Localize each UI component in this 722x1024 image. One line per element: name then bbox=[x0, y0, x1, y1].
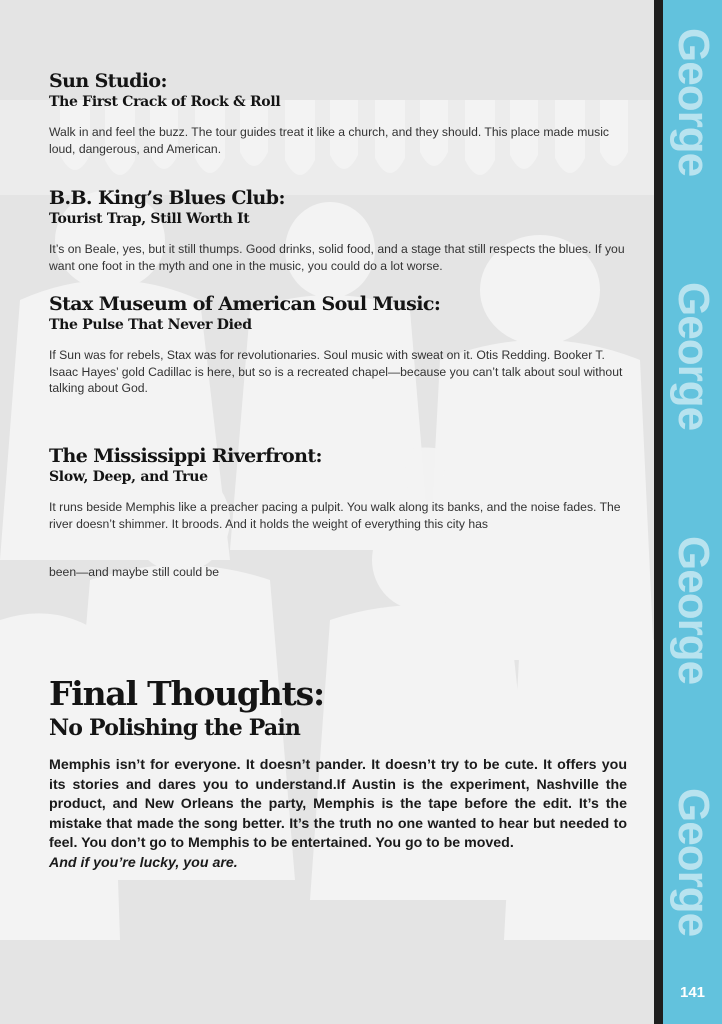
section-bb-kings bbox=[49, 187, 627, 274]
final-closing: And if you’re lucky, you are. bbox=[49, 854, 238, 871]
section-title: The Mississippi Riverfront: bbox=[49, 445, 322, 467]
section-title: Sun Studio: bbox=[49, 70, 167, 92]
section-subtitle: The Pulse That Never Died bbox=[49, 317, 252, 333]
sidebar-author-name: George bbox=[669, 788, 718, 937]
final-title: Final Thoughts: bbox=[49, 674, 324, 713]
section-body: It’s on Beale, yes, but it still thumps. Good drinks, solid food, and a stage that still respects the blues. If you want one foot in the myth and one in the music, you could do a lot worse. bbox=[49, 242, 625, 273]
section-body: Walk in and feel the buzz. The tour guides treat it like a church, and they should. This place made music loud, dangerous, and American. bbox=[49, 125, 610, 156]
final-body: Memphis isn’t for everyone. It doesn’t pander. It doesn’t try to be cute. It offers you its stories and dares you to understand.If Austin is the experiment, Nashville the product, and New Orleans the party, Memphis is the tape before the edit. It’s the mistake that made the song better. It’s the truth no one wanted to hear but needed to feel. You don’t go to Memphis to be entertained. You go to be moved. bbox=[49, 757, 627, 851]
page-number: 141 bbox=[679, 984, 706, 1001]
final-subtitle: No Polishing the Pain bbox=[49, 715, 301, 741]
section-mississippi-riverfront bbox=[49, 445, 627, 581]
section-body: It runs beside Memphis like a preacher pacing a pulpit. You walk along its banks, and the noise fades. The river doesn’t shimmer. It broods. And it holds the weight of everything this city has bbox=[49, 500, 621, 531]
section-stax-museum bbox=[49, 293, 627, 397]
section-subtitle: Slow, Deep, and True bbox=[49, 469, 208, 485]
section-body-continued: been—and maybe still could be bbox=[49, 565, 220, 579]
section-title: B.B. King’s Blues Club: bbox=[49, 187, 285, 209]
sidebar-author-name: George bbox=[669, 282, 718, 431]
section-body: If Sun was for rebels, Stax was for revolutionaries. Soul music with sweat on it. Otis Redding. Booker T. Isaac Hayes’ gold Cadillac is here, but so is a recreated chapel—because you can’t talk about soul without talking about God. bbox=[49, 348, 623, 395]
sidebar-stripe bbox=[654, 0, 663, 1024]
section-subtitle: Tourist Trap, Still Worth It bbox=[49, 211, 250, 227]
section-sun-studio bbox=[49, 70, 627, 157]
section-title: Stax Museum of American Soul Music: bbox=[49, 293, 441, 315]
sidebar-author-name: George bbox=[669, 28, 718, 177]
author-sidebar bbox=[663, 0, 722, 1024]
sidebar-author-name: George bbox=[669, 536, 718, 685]
final-thoughts bbox=[49, 674, 627, 873]
section-subtitle: The First Crack of Rock & Roll bbox=[49, 94, 281, 110]
